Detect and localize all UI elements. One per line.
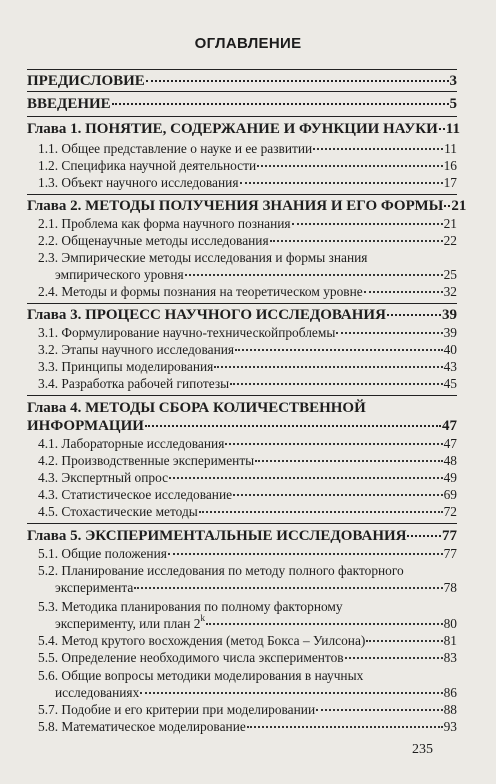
toc-label: 3.2. Этапы научного исследования <box>38 342 235 357</box>
dot-leader <box>247 726 443 728</box>
dot-leader <box>257 165 442 167</box>
toc-page: 77 <box>443 546 457 561</box>
toc-page: 21 <box>451 198 467 214</box>
dot-leader <box>140 692 442 694</box>
divider <box>27 116 457 117</box>
dot-leader <box>206 623 443 625</box>
toc-label: 5.2. Планирование исследования по методу полного факторного <box>38 563 404 578</box>
page-number: 235 <box>412 742 433 757</box>
toc-label: 5.3. Методика планирования по полному факторному <box>38 599 343 614</box>
dot-leader <box>112 103 449 105</box>
toc-entry-preface <box>27 71 457 91</box>
toc-page: 80 <box>443 616 457 631</box>
toc-label-continued: ИНФОРМАЦИИ <box>27 418 144 434</box>
toc-label: 1.1. Общее представление о науке и ее развитии <box>38 141 313 156</box>
toc-label: Глава 3. ПРОЦЕСС НАУЧНОГО ИССЛЕДОВАНИЯ <box>27 307 386 323</box>
toc-entry-chapter <box>27 526 457 546</box>
toc-entry-chapter <box>27 119 460 139</box>
dot-leader <box>439 128 445 130</box>
toc-label: Глава 1. ПОНЯТИЕ, СОДЕРЖАНИЕ И ФУНКЦИИ НАУКИ <box>27 121 438 137</box>
dot-leader <box>407 535 441 537</box>
toc-label: 5.8. Математическое моделирование <box>38 719 246 734</box>
dot-leader <box>214 366 442 368</box>
superscript: k <box>200 613 206 623</box>
toc-entry-section <box>38 502 457 522</box>
toc-page: 49 <box>443 470 457 485</box>
toc-label: Глава 5. ЭКСПЕРИМЕНТАЛЬНЫЕ ИССЛЕДОВАНИЯ <box>27 528 407 544</box>
toc-label: ПРЕДИСЛОВИЕ <box>27 73 145 89</box>
toc-page: 40 <box>443 342 457 357</box>
dot-leader <box>225 443 442 445</box>
toc-page: 93 <box>443 719 457 734</box>
toc-label-continued: исследованиях <box>55 685 140 700</box>
toc-entry-section <box>38 717 457 737</box>
toc-label: 3.4. Разработка рабочей гипотезы <box>38 376 230 391</box>
dot-leader <box>255 460 442 462</box>
toc-label: Глава 2. МЕТОДЫ ПОЛУЧЕНИЯ ЗНАНИЯ И ЕГО ФОРМЫ <box>27 198 444 214</box>
toc-page: 22 <box>443 233 457 248</box>
toc-page: 77 <box>442 528 457 544</box>
divider <box>27 69 457 70</box>
dot-leader <box>145 425 441 427</box>
dot-leader <box>169 477 443 479</box>
toc-page: 69 <box>443 487 457 502</box>
toc-page: 45 <box>443 376 457 391</box>
toc-page: 3 <box>449 73 457 89</box>
toc-page: 11 <box>445 121 460 137</box>
toc-page: 39 <box>443 325 457 340</box>
toc-entry-chapter-continued <box>27 416 457 436</box>
toc-page: 72 <box>443 504 457 519</box>
toc-entry-chapter <box>27 196 467 216</box>
toc-entry-section <box>38 282 457 302</box>
divider <box>27 303 457 304</box>
toc-page: 83 <box>443 650 457 665</box>
divider <box>27 523 457 524</box>
dot-leader <box>316 709 442 711</box>
toc-label: 2.3. Эмпирические методы исследования и формы знания <box>38 250 368 265</box>
toc-label-continued: эксперимента <box>55 580 134 595</box>
dot-leader <box>235 349 443 351</box>
toc-label: 5.4. Метод крутого восхождения (метод Бокса – Уилсона) <box>38 633 366 648</box>
toc-label: 2.1. Проблема как форма научного познания <box>38 216 291 231</box>
toc-label: 5.6. Общие вопросы методики моделирования в научных <box>38 668 364 683</box>
divider <box>27 194 457 195</box>
toc-label: 4.2. Производственные эксперименты <box>38 453 255 468</box>
dot-leader <box>233 494 443 496</box>
toc-page: 5 <box>449 96 457 112</box>
dot-leader <box>134 587 442 589</box>
toc-page: 16 <box>443 158 457 173</box>
divider <box>27 395 457 396</box>
toc-page: 32 <box>443 284 457 299</box>
dot-leader <box>230 383 442 385</box>
toc-label: 5.1. Общие положения <box>38 546 167 561</box>
toc-page: 17 <box>443 175 457 190</box>
toc-page: 88 <box>443 702 457 717</box>
dot-leader <box>387 314 441 316</box>
toc-label: 3.3. Принципы моделирования <box>38 359 214 374</box>
toc-label: Глава 4. МЕТОДЫ СБОРА КОЛИЧЕСТВЕННОЙ <box>27 400 366 416</box>
toc-page: 81 <box>443 633 457 648</box>
divider <box>27 91 457 92</box>
toc-page: 47 <box>442 418 457 434</box>
toc-entry-section-continued <box>55 578 457 598</box>
toc-entry-chapter <box>27 305 457 325</box>
toc-label: 2.4. Методы и формы познания на теоретическом уровне <box>38 284 363 299</box>
dot-leader <box>146 80 449 82</box>
toc-label: 1.3. Объект научного исследования <box>38 175 239 190</box>
toc-label: 4.3. Экспертный опрос <box>38 470 169 485</box>
dot-leader <box>240 182 443 184</box>
toc-label: 4.5. Стохастические методы <box>38 504 198 519</box>
dot-leader <box>313 148 443 150</box>
toc-label: 2.2. Общенаучные методы исследования <box>38 233 269 248</box>
toc-page: 43 <box>443 359 457 374</box>
toc-label-continued: эмпирического уровня <box>55 267 184 282</box>
toc-label: ВВЕДЕНИЕ <box>27 96 111 112</box>
dot-leader <box>364 291 443 293</box>
toc-page: 21 <box>443 216 457 231</box>
toc-page: 48 <box>443 453 457 468</box>
toc-entry-section <box>38 648 457 668</box>
toc-label: 1.2. Специфика научной деятельности <box>38 158 257 173</box>
toc-page: 25 <box>443 267 457 282</box>
toc-label-text: эксперименту, или план 2 <box>55 616 201 631</box>
dot-leader <box>270 240 443 242</box>
dot-leader <box>366 640 442 642</box>
toc-entry-introduction <box>27 94 457 114</box>
dot-leader <box>185 274 443 276</box>
dot-leader <box>292 223 443 225</box>
toc-label: 4.3. Статистическое исследование <box>38 487 233 502</box>
toc-label: 4.1. Лабораторные исследования <box>38 436 225 451</box>
dot-leader <box>345 657 443 659</box>
dot-leader <box>199 511 443 513</box>
toc-label: 5.7. Подобие и его критерии при моделировании <box>38 702 316 717</box>
toc-label: 3.1. Формулирование научно-техническойпроблемы <box>38 325 336 340</box>
toc-label: 5.5. Определение необходимого числа экспериментов <box>38 650 344 665</box>
toc-entry-section <box>38 374 457 394</box>
dot-leader <box>168 553 443 555</box>
toc-page: 39 <box>442 307 457 323</box>
page-title: ОГЛАВЛЕНИЕ <box>194 35 302 52</box>
toc-page: 86 <box>443 685 457 700</box>
dot-leader <box>336 332 442 334</box>
toc-page: 11 <box>444 141 457 156</box>
toc-page: 78 <box>443 580 457 595</box>
toc-page: 47 <box>443 436 457 451</box>
toc-entry-section <box>38 173 457 193</box>
dot-leader <box>444 205 450 207</box>
